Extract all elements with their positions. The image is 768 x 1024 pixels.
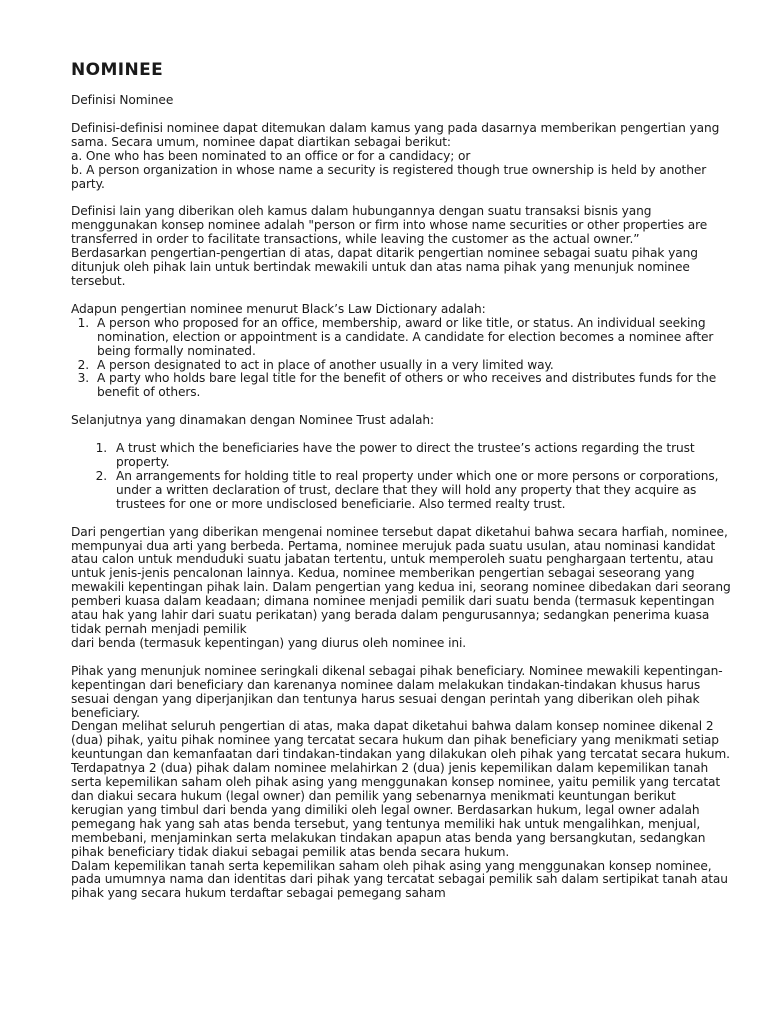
list-number: 2. (95, 468, 107, 483)
spacer (71, 400, 731, 414)
list-item-text: An arrangements for holding title to real property under which one or more persons or corporations, under a written declaration of trust, declare that they will hold any property that they acquire as trustees for one or more undisclosed beneficiarie. Also termed realty trust. (116, 468, 719, 511)
list-item (71, 317, 731, 359)
spacer (71, 651, 731, 665)
paragraph-business-definition: Definisi lain yang diberikan oleh kamus dalam hubungannya dengan suatu transaksi bisnis yang menggunakan konsep nominee adalah "person or firm into whose name securities or other properties are transferred in order to facilitate transactions, while leaving the customer as the actual owner.” (71, 204, 708, 247)
list-number: 3. (77, 371, 89, 386)
spacer (71, 512, 731, 526)
definition-b: b. A person organization in whose name a security is registered though true ownership is held by another party. (71, 162, 707, 191)
paragraph-nominee-trust-intro: Selanjutnya yang dinamakan dengan Nominee Trust adalah: (71, 413, 434, 428)
section-heading: Definisi Nominee (71, 93, 174, 107)
spacer (71, 289, 731, 303)
document-title: NOMINEE (71, 60, 164, 80)
paragraph-two-parties: Dengan melihat seluruh pengertian di atas, maka dapat diketahui bahwa dalam konsep nominee dikenal 2 (dua) pihak, yaitu pihak nominee yang tercatat secara hukum dan pihak beneficiary yang menikmati setiap keuntungan dan kemanfaatan dari tindakan-tindakan yang dilakukan oleh pihak yang tercatat secara hukum. Terdapatnya 2 (dua) pihak dalam nominee melahirkan 2 (dua) jenis kepemilikan dalam kepemilikan tanah serta kepemilikan saham oleh pihak asing yang menggunakan konsep nominee, yaitu pemilik yang tercatat dan diakui secara hukum (legal owner) dan pemilik yang sebenarnya menikmati keuntungan berikut (71, 719, 730, 803)
list-item-text: A person who proposed for an office, membership, award or like title, or status. An individual seeking nomination, election or appointment is a candidate. A candidate for election becomes a nominee after being formally nominated. (97, 315, 714, 358)
paragraph-beneficiary: Pihak yang menunjuk nominee seringkali dikenal sebagai pihak beneficiary. Nominee mewakili kepentingan-kepentingan dari beneficiary dan karenanya nominee dalam melakukan tindakan-tindakan khusus harus sesuai dengan yang diperjanjikan dan tentunya harus sesuai dengan perintah yang diberikan oleh pihak beneficiary. (71, 663, 723, 720)
spacer (71, 428, 731, 442)
paragraph-legal-owner: kerugian yang timbul dari benda yang dimiliki oleh legal owner. Berdasarkan hukum, legal owner adalah pemegang hak yang sah atas benda tersebut, yang tentunya memiliki hak untuk mengalihkan, menjual, membebani, menjaminkan serta melakukan tindakan apapun atas benda yang bersangkutan, sedangkan pihak beneficiary tidak diakui sebagai pemilik atas benda secara hukum. (71, 802, 706, 859)
list-item (71, 359, 731, 373)
list-number: 2. (77, 357, 89, 372)
list-item-text: A trust which the beneficiaries have the power to direct the trustee’s actions regarding the trust property. (116, 441, 695, 470)
definition-a: a. One who has been nominated to an office or for a candidacy; or (71, 148, 471, 163)
paragraph-definitions: Definisi-definisi nominee dapat ditemukan dalam kamus yang pada dasarnya memberikan pengertian yang sama. Secara umum, nominee dapat diartikan sebagai berikut: (71, 120, 720, 149)
list-item (71, 442, 731, 470)
list-item-text: A party who holds bare legal title for the benefit of others or who receives and distributes funds for the benefit of others. (97, 371, 717, 400)
list-number: 1. (95, 441, 107, 456)
nominee-trust-list (71, 442, 731, 512)
paragraph-conclusion: Berdasarkan pengertian-pengertian di atas, dapat ditarik pengertian nominee sebagai suatu pihak yang ditunjuk oleh pihak lain untuk bertindak mewakili untuk dan atas nama pihak yang menunjuk nominee tersebut. (71, 246, 698, 288)
list-number: 1. (77, 315, 89, 330)
list-item (71, 372, 731, 400)
list-item (71, 470, 731, 512)
spacer (71, 191, 731, 205)
list-item-text: A person designated to act in place of another usually in a very limited way. (97, 357, 554, 372)
paragraph-literal-meaning-end: dari benda (termasuk kepentingan) yang diurus oleh nominee ini. (71, 635, 467, 650)
paragraph-land-ownership: Dalam kepemilikan tanah serta kepemilikan saham oleh pihak asing yang menggunakan konsep nominee, pada umumnya nama dan identitas dari pihak yang tercatat sebagai pemilik sah dalam sertipikat tanah atau pihak yang secara hukum terdaftar sebagai pemegang saham (71, 858, 728, 901)
paragraph-literal-meaning: Dari pengertian yang diberikan mengenai nominee tersebut dapat diketahui bahwa secara harfiah, nominee, mempunyai dua arti yang berbeda. Pertama, nominee merujuk pada suatu usulan, atau nominasi kandidat atau calon untuk menduduki suatu jabatan tertentu, untuk memperoleh suatu penghargaan tertentu, atau untuk jenis-jenis pencalonan lainnya. Kedua, nominee memberikan pengertian sebagai seseorang yang mewakili kepentingan pihak lain. Dalam pengertian yang kedua ini, seorang nominee dibedakan dari seorang pemberi kuasa dalam keadaan; dimana nominee menjadi pemilik dari suatu benda (termasuk kepentingan atau hak yang lahir dari suatu perikatan) yang berada dalam pengurusannya; sedangkan penerima kuasa tidak pernah menjadi pemilik (71, 524, 731, 636)
document-body (71, 60, 731, 901)
spacer (71, 108, 731, 122)
blacks-law-list (71, 317, 731, 400)
paragraph-blacks-law-intro: Adapun pengertian nominee menurut Black’s Law Dictionary adalah: (71, 301, 486, 316)
